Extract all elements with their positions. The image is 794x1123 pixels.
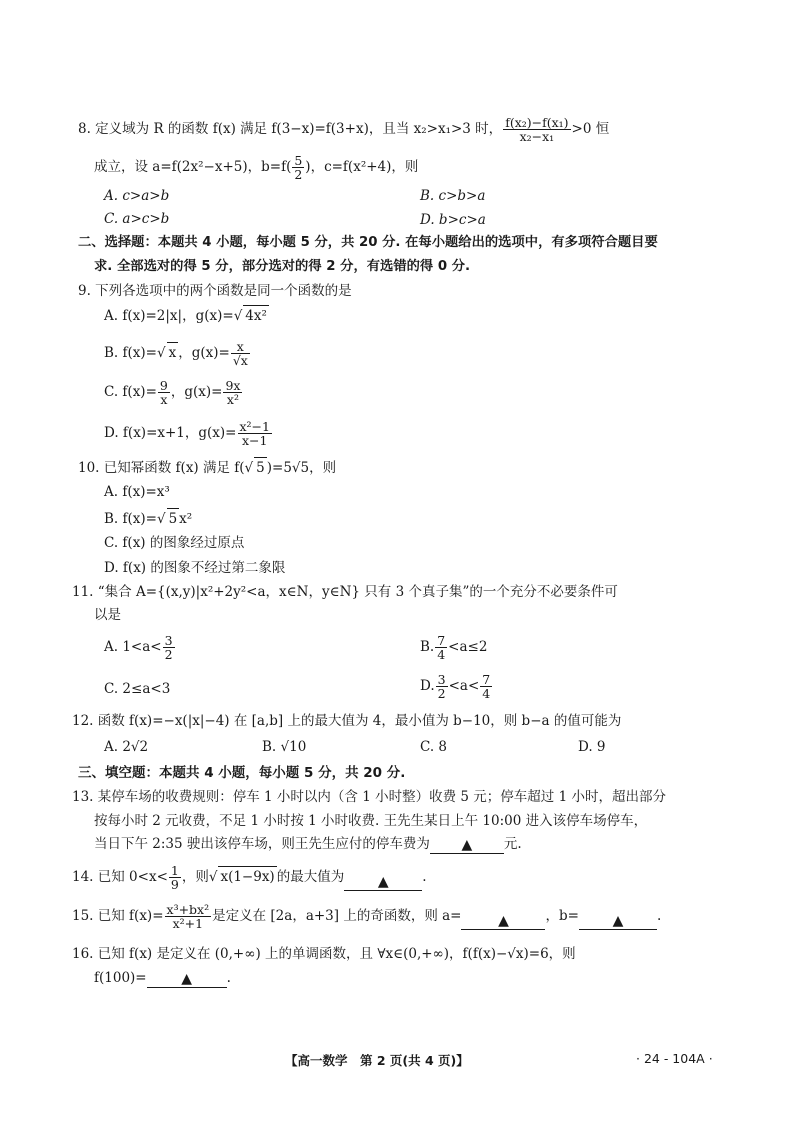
q8-option-c: C. a>c>b <box>104 211 170 227</box>
q11-option-d: D. $\frac{3}{2}$ <a< $\frac{7}{4}$ <box>420 672 491 701</box>
q8-option-b: B. c>b>a <box>420 188 486 204</box>
section2-heading-line1: 二、选择题：本题共 4 小题，每小题 5 分，共 20 分. 在每小题给出的选项中，有多项符合题目要 <box>78 235 658 250</box>
exam-code: · 24 - 104A · <box>636 1051 713 1066</box>
q8-line2: 成立，设 a=f(2x²−x+5)，b=f( $\frac{5}{2}$ )，c=f(x²+4)，则 <box>94 153 419 182</box>
q11-option-b: B. $\frac{7}{4}$ <a≤2 <box>420 633 488 662</box>
q14-line: 14. 已知 0<x< $\frac{1}{9}$ ，则√ x(1−9x) 的最大值为 ▲ . <box>72 863 427 892</box>
q12-option-a: A. 2√2 <box>104 739 149 755</box>
section2-heading-line2: 求. 全部选对的得 5 分，部分选对的得 2 分，有选错的得 0 分. <box>94 259 471 274</box>
q12-option-d: D. 9 <box>578 739 606 755</box>
q9-stem: 9. 下列各选项中的两个函数是同一个函数的是 <box>78 283 352 299</box>
q13-line2: 按每小时 2 元收费，不足 1 小时按 1 小时收费. 王先生某日上午 10:00 进入该停车场停车， <box>94 813 648 829</box>
q10-option-d: D. f(x) 的图象不经过第二象限 <box>104 560 286 576</box>
q9-d-fraction: $\frac{\text{x²−1}}{x-1}$ <box>239 419 270 448</box>
section3-heading: 三、填空题：本题共 4 小题，每小题 5 分，共 20 分. <box>78 765 406 781</box>
q10-stem: 10. 已知幂函数 f(x) 满足 f(√ 5 )=5√5，则 <box>78 457 336 478</box>
q15-fraction: $\frac{\text{x³+bx²}}{\text{x²+1}}$ <box>166 902 210 931</box>
q8-fraction: $\frac{\text{f(x₂)−f(x₁)}}{\text{x₂−x₁}}$ <box>505 115 569 144</box>
q11-d-fraction-1: $\frac{3}{2}$ <box>437 672 446 701</box>
answer-blank-16[interactable] <box>147 969 227 988</box>
q11-option-a: A. 1<a< $\frac{3}{2}$ <box>104 633 173 662</box>
triangle-icon: ▲ <box>612 913 624 929</box>
q9-b-fraction: $\frac{x}{√x}$ <box>232 339 248 368</box>
q13-line3: 当日下午 2:35 驶出该停车场，则王先生应付的停车费为 ▲ 元. <box>94 836 522 853</box>
q16-line2: f(100)= ▲ . <box>94 970 231 987</box>
answer-blank-15b[interactable] <box>579 911 657 930</box>
q9-c-fraction-1: $\frac{9}{x}$ <box>159 378 168 407</box>
q10-option-a: A. f(x)=x³ <box>104 484 170 500</box>
page-footer: 【高一数学 第 2 页(共 4 页)】 <box>285 1053 469 1068</box>
triangle-icon: ▲ <box>461 837 473 853</box>
answer-blank-14[interactable] <box>344 872 422 891</box>
q11-a-fraction: $\frac{3}{2}$ <box>164 633 173 662</box>
q10-option-b: B. f(x)=√ 5 x² <box>104 508 192 529</box>
q15-line: 15. 已知 f(x)= $\frac{\text{x³+bx²}}{\text{x²+1}}$ 是定义在 [2a，a+3] 上的奇函数，则 a= ▲ ，b= ▲ . <box>72 902 662 931</box>
q9-option-b: B. f(x)=√ x ，g(x)= $\frac{x}{√x}$ <box>104 339 248 368</box>
q12-option-b: B. √10 <box>262 739 307 755</box>
q12-stem: 12. 函数 f(x)=−x(|x|−4) 在 [a,b] 上的最大值为 4，最小值为 b−10，则 b−a 的值可能为 <box>72 713 622 729</box>
q16-line1: 16. 已知 f(x) 是定义在 (0,+∞) 上的单调函数，且 ∀x∈(0,+∞)，f(f(x)−√x)=6，则 <box>72 946 576 962</box>
q8-option-a: A. c>a>b <box>104 188 170 204</box>
q14-fraction: $\frac{1}{9}$ <box>170 863 179 892</box>
q8-b-fraction: $\frac{5}{2}$ <box>294 153 303 182</box>
answer-blank-13[interactable] <box>430 835 504 854</box>
q11-d-fraction-2: $\frac{7}{4}$ <box>482 672 491 701</box>
q11-line2: 以是 <box>94 607 121 623</box>
answer-blank-15a[interactable] <box>461 911 545 930</box>
triangle-icon: ▲ <box>498 913 509 929</box>
q8-option-d: D. b>c>a <box>420 212 486 228</box>
q11-option-c: C. 2≤a<3 <box>104 681 171 697</box>
q11-line1: 11. “集合 A={(x,y)|x²+2y²<a，x∈N，y∈N} 只有 3 个真子集”的一个充分不必要条件可 <box>72 584 618 600</box>
q9-option-a: A. f(x)=2|x|，g(x)=√ 4x² <box>104 305 269 326</box>
q13-line1: 13. 某停车场的收费规则：停车 1 小时以内（含 1 小时整）收费 5 元；停车超过 1 小时，超出部分 <box>72 789 666 805</box>
q8-line1: 8. 定义域为 R 的函数 f(x) 满足 f(3−x)=f(3+x)，且当 x₂>x₁>3 时， $\frac{\text{f(x₂)−f(x₁)}}{\text{x₂−x₁}}$ >0 恒 <box>78 115 610 144</box>
q9-option-d: D. f(x)=x+1，g(x)= $\frac{\text{x²−1}}{x-1}$ <box>104 419 270 448</box>
triangle-icon: ▲ <box>181 971 192 987</box>
q8-stem: 8. 定义域为 R 的函数 f(x) 满足 f(3−x)=f(3+x)，且当 x₂>x₁>3 时， <box>78 121 503 137</box>
q11-b-fraction: $\frac{7}{4}$ <box>437 633 446 662</box>
q10-option-c: C. f(x) 的图象经过原点 <box>104 535 245 551</box>
q9-c-fraction-2: $\frac{9x}{\text{x²}}$ <box>225 378 241 407</box>
q9-option-c: C. f(x)= $\frac{9}{x}$ ，g(x)= $\frac{9x}{\text{x²}}$ <box>104 378 241 407</box>
triangle-icon: ▲ <box>377 874 389 890</box>
q12-option-c: C. 8 <box>420 739 448 755</box>
